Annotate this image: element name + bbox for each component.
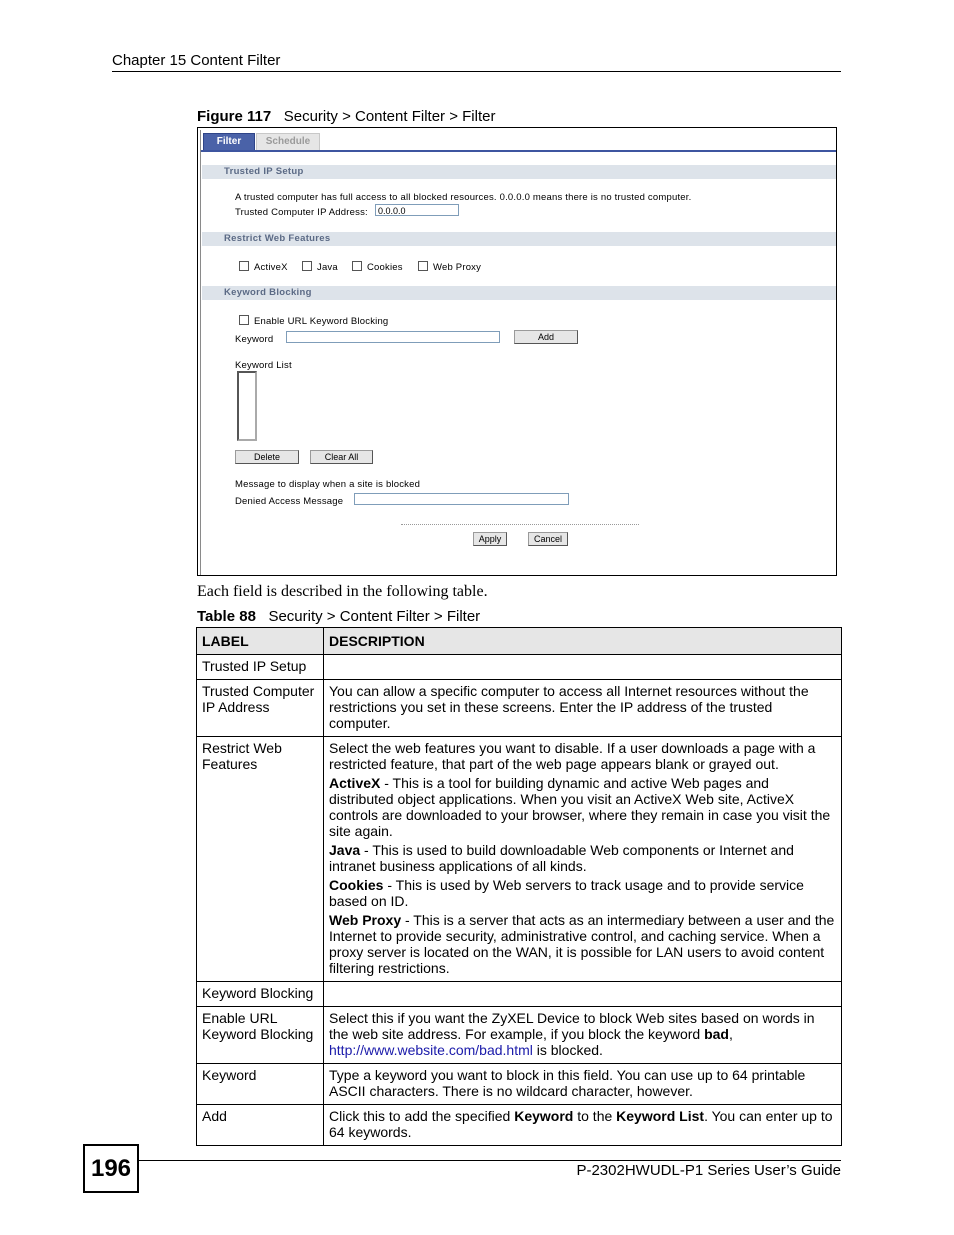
proxy-term: Web Proxy — [329, 912, 402, 928]
table-row — [197, 1105, 842, 1146]
example-url-link[interactable]: http://www.website.com/bad.html — [329, 1042, 533, 1058]
row-label: Add — [197, 1105, 324, 1146]
denied-message-label: Denied Access Message — [235, 496, 344, 507]
web-proxy-label: Web Proxy — [433, 262, 482, 273]
filter-screenshot — [197, 127, 837, 576]
figure-label: Figure 117 — [197, 108, 272, 125]
enable-comma: , — [728, 1026, 733, 1042]
figure-caption — [197, 108, 495, 125]
intro-text: Each field is described in the following table. — [197, 583, 488, 600]
row-description — [324, 737, 842, 982]
keyword-list-label: Keyword List — [235, 360, 292, 371]
java-entry — [329, 842, 836, 874]
keyword-list-box[interactable] — [237, 371, 257, 441]
row-description — [324, 1105, 842, 1146]
figure-title: Security > Content Filter > Filter — [283, 108, 496, 125]
message-label: Message to display when a site is blocked — [235, 479, 421, 490]
keyword-term: Keyword — [514, 1108, 574, 1124]
table-caption — [197, 608, 480, 625]
row-label: Keyword Blocking — [197, 982, 324, 1007]
header-description: DESCRIPTION — [324, 628, 842, 655]
row-label: Restrict Web Features — [197, 737, 324, 982]
apply-button[interactable]: Apply — [473, 532, 507, 546]
tab-filter[interactable]: Filter — [203, 133, 255, 151]
row-description — [324, 982, 842, 1007]
field-description-table — [196, 627, 842, 1146]
proxy-entry — [329, 912, 836, 976]
activex-entry — [329, 775, 836, 839]
enable-keyword-label: Enable URL Keyword Blocking — [254, 316, 389, 327]
denied-message-input[interactable] — [354, 493, 569, 505]
bad-keyword: bad — [704, 1026, 729, 1042]
row-description — [324, 1007, 842, 1064]
chapter-header: Chapter 15 Content Filter — [112, 52, 281, 69]
footer-rule — [139, 1160, 841, 1161]
cookies-term: Cookies — [329, 877, 384, 893]
page-number: 196 — [83, 1144, 139, 1193]
tab-schedule[interactable]: Schedule — [256, 133, 320, 151]
cancel-button[interactable]: Cancel — [528, 532, 568, 546]
cookies-desc: - This is used by Web servers to track usage and to provide service based on ID. — [329, 877, 804, 909]
java-desc: - This is used to build downloadable Web components or Internet and intranet business applications of all kinds. — [329, 842, 794, 874]
enable-desc-a: Select this if you want the ZyXEL Device to block Web sites based on words in the web site address. For example, if you block the keyword — [329, 1010, 815, 1042]
web-proxy-checkbox[interactable] — [418, 261, 428, 271]
keyword-label: Keyword — [235, 334, 274, 345]
enable-desc-b: is blocked. — [532, 1042, 603, 1058]
guide-title: P-2302HWUDL-P1 Series User’s Guide — [576, 1162, 841, 1179]
row-label: Trusted Computer IP Address — [197, 680, 324, 737]
row-description — [324, 655, 842, 680]
cookies-checkbox[interactable] — [352, 261, 362, 271]
enable-keyword-checkbox[interactable] — [239, 315, 249, 325]
table-row — [197, 1064, 842, 1105]
row-description: Type a keyword you want to block in this field. You can use up to 64 printable ASCII characters. There is no wildcard character, however. — [324, 1064, 842, 1105]
table-row — [197, 680, 842, 737]
header-rule — [112, 71, 841, 72]
row-label: Enable URL Keyword Blocking — [197, 1007, 324, 1064]
section-keyword-blocking: Keyword Blocking — [202, 286, 836, 300]
cookies-entry — [329, 877, 836, 909]
java-label: Java — [317, 262, 338, 273]
trusted-description: A trusted computer has full access to all blocked resources. 0.0.0.0 means there is no trusted computer. — [235, 192, 692, 203]
section-trusted-ip: Trusted IP Setup — [202, 165, 836, 179]
table-row — [197, 1007, 842, 1064]
row-label: Keyword — [197, 1064, 324, 1105]
clear-all-button[interactable]: Clear All — [310, 450, 373, 464]
table-title: Security > Content Filter > Filter — [268, 608, 481, 625]
delete-button[interactable]: Delete — [235, 450, 299, 464]
tab-underline — [201, 150, 836, 152]
add-button[interactable]: Add — [514, 330, 578, 344]
add-desc-c: . You can enter up to 64 keywords. — [329, 1108, 833, 1140]
table-header-row — [197, 628, 842, 655]
restrict-intro: Select the web features you want to disable. If a user downloads a page with a restricted feature, that part of the web page appears blank or grayed out. — [329, 740, 816, 772]
add-desc-b: to the — [573, 1108, 617, 1124]
trusted-ip-input[interactable]: 0.0.0.0 — [375, 204, 459, 216]
row-label: Trusted IP Setup — [197, 655, 324, 680]
java-checkbox[interactable] — [302, 261, 312, 271]
add-desc-a: Click this to add the specified — [329, 1108, 515, 1124]
table-label: Table 88 — [197, 608, 256, 625]
cookies-label: Cookies — [367, 262, 403, 273]
proxy-desc: - This is a server that acts as an intermediary between a user and the Internet to provide security, administrative control, and caching service. When a proxy server is located on the WAN, it is possible for LAN users to avoid content filtering restrictions. — [329, 912, 835, 976]
activex-desc: - This is a tool for building dynamic and active Web pages and distributed object applications. When you visit an ActiveX Web site, ActiveX controls are downloaded to your browser, where they remain in case you visit the site again. — [329, 775, 831, 839]
activex-label: ActiveX — [254, 262, 288, 273]
table-row — [197, 655, 842, 680]
header-label: LABEL — [197, 628, 324, 655]
button-separator — [401, 524, 639, 525]
trusted-ip-label: Trusted Computer IP Address: — [235, 207, 368, 218]
table-row — [197, 982, 842, 1007]
row-description: You can allow a specific computer to access all Internet resources without the restrictions you set in these screens. Enter the IP address of the trusted computer. — [324, 680, 842, 737]
java-term: Java — [329, 842, 361, 858]
keyword-input[interactable] — [286, 331, 500, 343]
table-row — [197, 737, 842, 982]
keyword-list-term: Keyword List — [616, 1108, 705, 1124]
activex-term: ActiveX — [329, 775, 381, 791]
activex-checkbox[interactable] — [239, 261, 249, 271]
section-restrict-web: Restrict Web Features — [202, 232, 836, 246]
